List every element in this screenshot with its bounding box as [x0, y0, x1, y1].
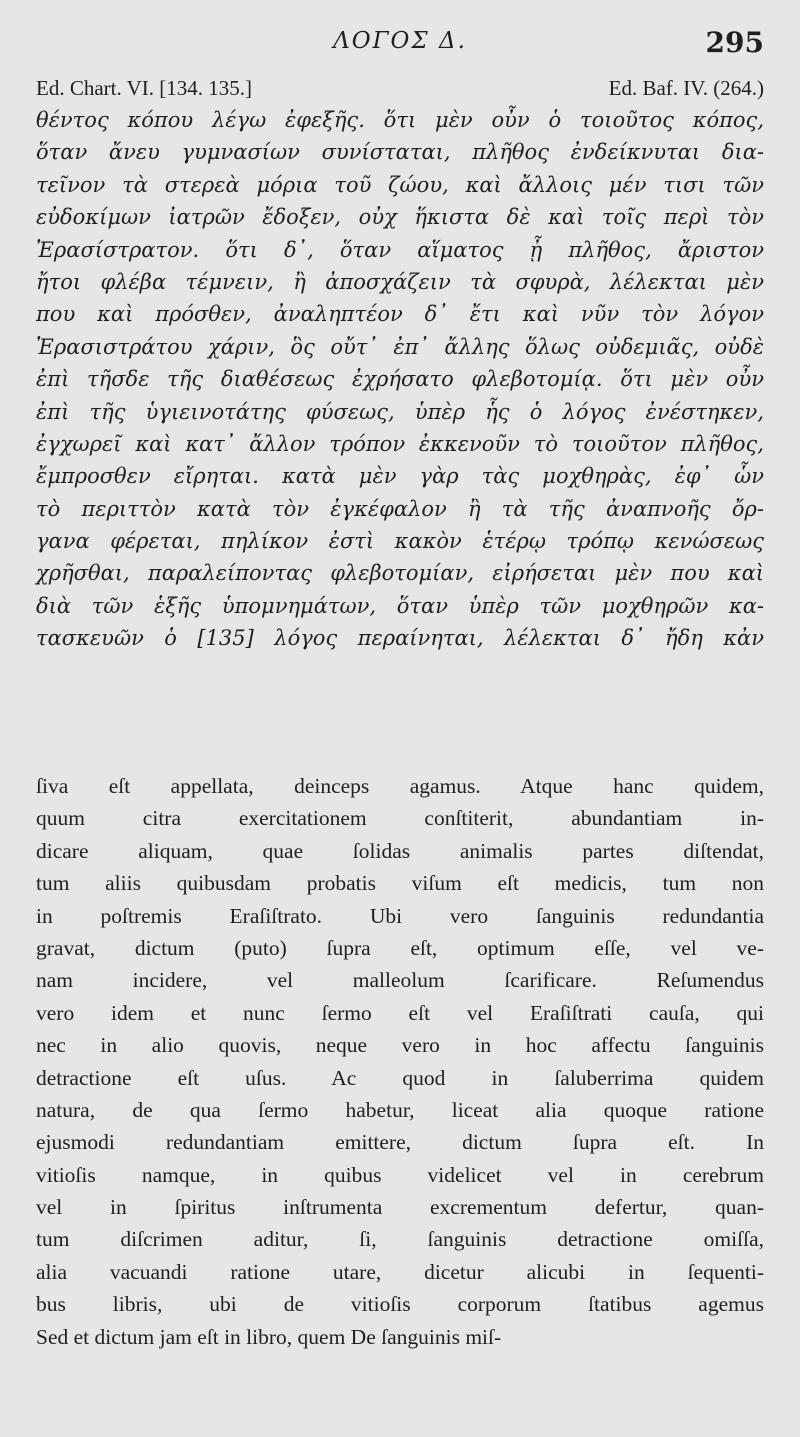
- greek-text-line: γανα φέρεται, πηλίκον ἐστὶ κακὸν ἑτέρῳ τρόπῳ κενώσεως: [36, 529, 764, 554]
- latin-text-line: nec in alio quovis, neque vero in hoc affectu ſanguinis: [36, 1033, 764, 1058]
- latin-text-line: Sed et dictum jam eſt in libro, quem De ſanguinis miſ-: [36, 1324, 502, 1349]
- greek-text-line: ἐπὶ τῆσδε τῆς διαθέσεως ἐχρήσατο φλεβοτομίᾳ. ὅτι μὲν οὖν: [36, 367, 764, 392]
- latin-text-line: natura, de qua ſermo habetur, liceat alia quoque ratione: [36, 1097, 764, 1122]
- greek-text-line: εὐδοκίμων ἰατρῶν ἔδοξεν, οὐχ ἥκιστα δὲ καὶ τοῖς περὶ τὸν: [36, 205, 764, 230]
- page-number: 295: [705, 26, 764, 59]
- latin-text-line: ejusmodi redundantiam emittere, dictum ſupra eſt. In: [36, 1130, 764, 1155]
- greek-text-line: ἐγχωρεῖ καὶ κατ᾽ ἄλλον τρόπον ἐκκενοῦν τὸ τοιοῦτον πλῆθος,: [36, 431, 764, 456]
- greek-text-line: Ἐρασιστράτου χάριν, ὃς οὔτ᾽ ἐπ᾽ ἄλλης ὅλως οὐδεμιᾶς, οὐδὲ: [36, 334, 764, 359]
- latin-text-line: in poſtremis Eraſiſtrato. Ubi vero ſanguinis redundantia: [36, 903, 764, 928]
- greek-text-line: Ἐρασίστρατον. ὅτι δ᾽, ὅταν αἵματος ᾖ πλῆθος, ἄριστον: [36, 237, 764, 262]
- greek-text-line: ὅταν ἄνευ γυμνασίων συνίσταται, πλῆθος ἐνδείκνυται δια-: [36, 140, 764, 165]
- greek-text-line: διὰ τῶν ἑξῆς ὑπομνημάτων, ὅταν ὑπὲρ τῶν μοχθηρῶν κα-: [36, 593, 764, 618]
- latin-text-line: vel in ſpiritus inſtrumenta excrementum defertur, quan-: [36, 1195, 764, 1220]
- edition-chart-reference: Ed. Chart. VI. [134. 135.]: [36, 76, 252, 100]
- latin-text-line: gravat, dictum (puto) ſupra eſt, optimum eſſe, vel ve-: [36, 935, 764, 960]
- latin-text-line: ſiva eſt appellata, deinceps agamus. Atque hanc quidem,: [36, 774, 764, 798]
- latin-text-line: tum diſcrimen aditur, ſi, ſanguinis detractione omiſſa,: [36, 1227, 764, 1252]
- latin-text-line: nam incidere, vel malleolum ſcarificare. Reſumendus: [36, 968, 764, 993]
- greek-text-line: θέντος κόπου λέγω ἐφεξῆς. ὅτι μὲν οὖν ὁ τοιοῦτος κόπος,: [36, 108, 764, 132]
- greek-text-line: που καὶ πρόσθεν, ἀναληπτέον δ᾽ ἔτι καὶ νῦν τὸν λόγον: [36, 302, 764, 327]
- latin-text-line: tum aliis quibusdam probatis viſum eſt medicis, tum non: [36, 871, 764, 896]
- greek-text-line: τὸ περιττὸν κατὰ τὸν ἐγκέφαλον ἢ τὰ τῆς ἀναπνοῆς ὄρ-: [36, 496, 764, 521]
- latin-text-block: [36, 770, 764, 1353]
- greek-text-line: τεῖνον τὰ στερεὰ μόρια τοῦ ζώου, καὶ ἄλλοις μέν τισι τῶν: [36, 172, 764, 197]
- greek-text-line: ἤτοι φλέβα τέμνειν, ἢ ἀποσχάζειν τὰ σφυρὰ, λέλεκται μὲν: [36, 269, 764, 294]
- latin-text-line: bus libris, ubi de vitioſis corporum ſtatibus agemus: [36, 1292, 764, 1317]
- latin-text-line: vero idem et nunc ſermo eſt vel Eraſiſtrati cauſa, qui: [36, 1000, 764, 1025]
- latin-text-line: detractione eſt uſus. Ac quod in ſaluberrima quidem: [36, 1065, 764, 1090]
- edition-references: [36, 76, 764, 104]
- greek-text-line: ἔμπροσθεν εἴρηται. κατὰ μὲν γὰρ τὰς μοχθηρὰς, ἐφ᾽ ὧν: [36, 464, 764, 489]
- greek-text-line: τασκευῶν ὁ [135] λόγος περαίνηται, λέλεκται δ᾽ ἤδη κἀν: [36, 626, 764, 651]
- latin-text-line: vitioſis namque, in quibus videlicet vel in cerebrum: [36, 1162, 764, 1187]
- greek-text-block: [36, 104, 764, 655]
- book-title: ΛΟΓΟΣ Δ.: [333, 28, 467, 54]
- greek-text-line: ἐπὶ τῆς ὑγιεινοτάτης φύσεως, ὑπὲρ ἧς ὁ λόγος ἐνέστηκεν,: [36, 399, 764, 424]
- greek-text-line: χρῆσθαι, παραλείποντας φλεβοτομίαν, εἰρήσεται μὲν που καὶ: [36, 561, 764, 586]
- running-head: [0, 28, 800, 68]
- latin-text-line: dicare aliquam, quae ſolidas animalis partes diſtendat,: [36, 838, 764, 863]
- edition-basel-reference: Ed. Baf. IV. (264.): [608, 76, 764, 100]
- latin-text-line: quum citra exercitationem conſtiterit, abundantiam in-: [36, 806, 764, 831]
- latin-text-line: alia vacuandi ratione utare, dicetur alicubi in ſequenti-: [36, 1259, 764, 1284]
